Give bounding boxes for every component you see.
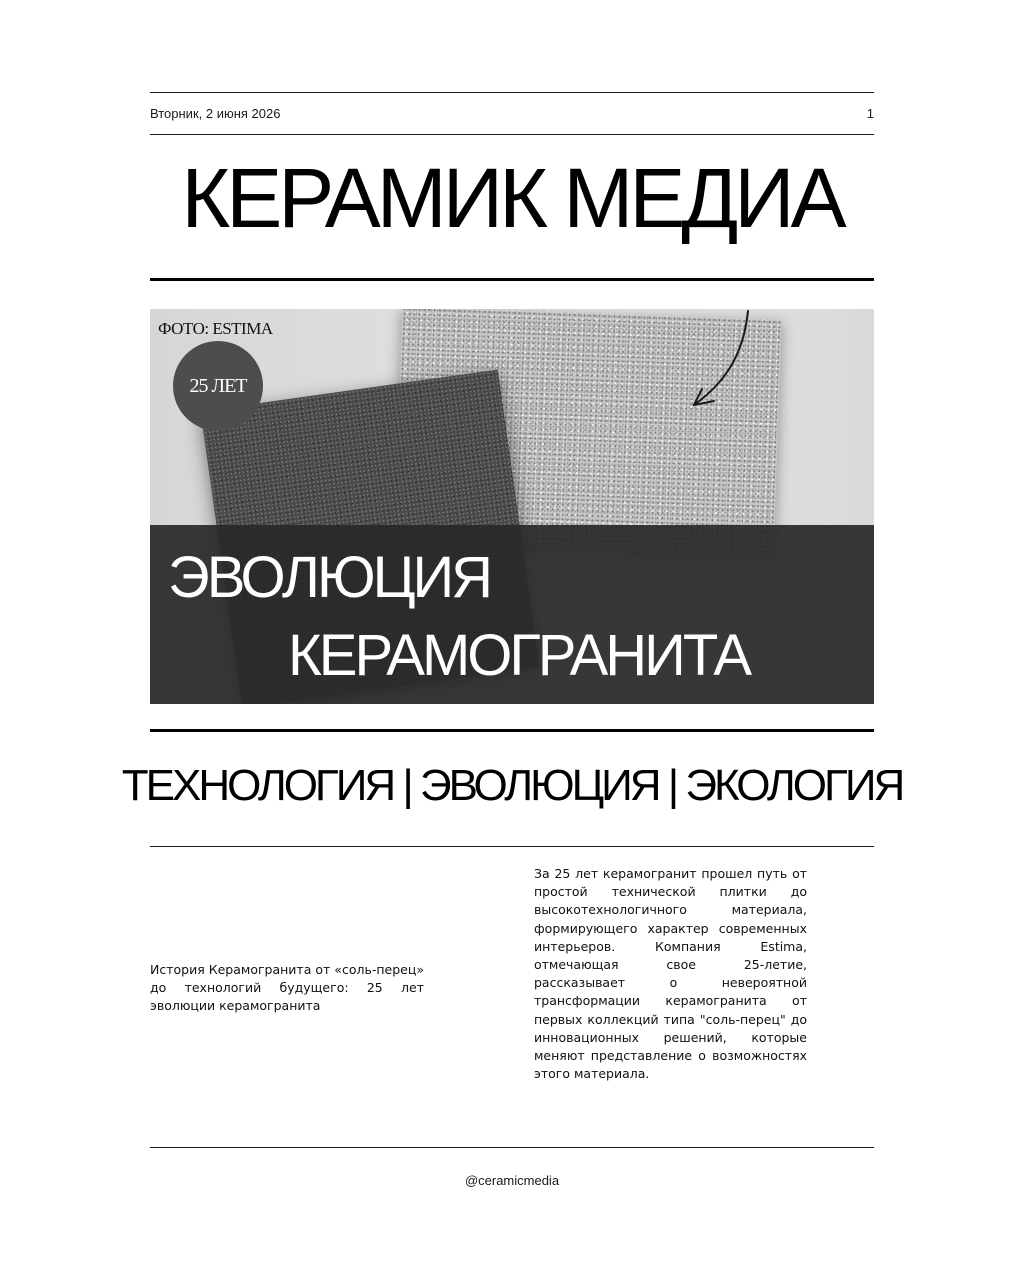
masthead-rule	[150, 278, 874, 281]
footer-rule	[150, 1147, 874, 1148]
anniversary-badge-label: 25 ЛЕТ	[189, 374, 247, 397]
article-lede: История Керамогранита от «соль-перец» до технологий будущего: 25 лет эволюции керамогранита	[150, 962, 424, 1013]
article-body: За 25 лет керамогранит прошел путь от простой технической плитки до высокотехнологичного материала, формирующего характер современных интерьеров. Компания Estima, отмечающая свое 25-летие, рассказывает о невероятной трансформации керамогранита от первых коллекций типа "соль-перец" до инновационных решений, которые меняют представление о возможностях этого материала.	[534, 866, 807, 1082]
hero-title-line-2: КЕРАМОГРАНИТА	[288, 623, 750, 688]
photo-credit: ФОТО: ESTIMA	[158, 319, 273, 338]
hero-rule	[150, 729, 874, 732]
hero-image	[150, 309, 874, 704]
section-tagline: ТЕХНОЛОГИЯ | ЭВОЛЮЦИЯ | ЭКОЛОГИЯ	[121, 761, 903, 810]
anniversary-badge	[173, 341, 263, 431]
issue-date: Вторник, 2 июня 2026	[150, 106, 281, 121]
page-number: 1	[866, 106, 874, 121]
masthead-title: КЕРАМИК МЕДИА	[181, 151, 843, 245]
curved-arrow-icon	[670, 309, 780, 419]
top-rule	[150, 92, 874, 93]
hero-title-line-1: ЭВОЛЮЦИЯ	[168, 545, 491, 610]
social-handle: @ceramicmedia	[464, 1173, 560, 1188]
tagline-rule	[150, 846, 874, 847]
header-rule	[150, 134, 874, 135]
